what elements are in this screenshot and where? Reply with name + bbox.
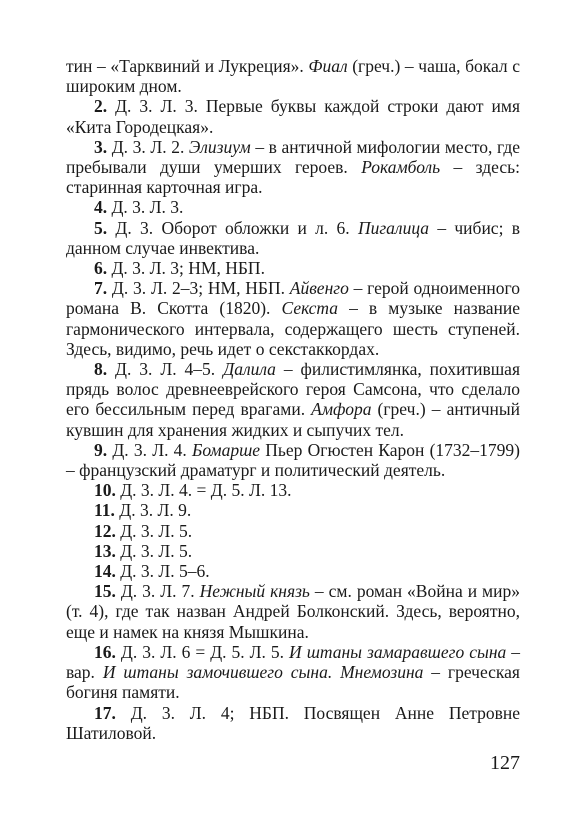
note-text: Д. 3. Л. 2–3; НМ, НБП. [107,278,290,299]
note-text: Д. 3. Л. 3; НМ, НБП. [107,258,265,279]
note-paragraph [66,56,520,96]
note-paragraph [66,359,520,440]
note-text: Д. 3. Л. 4. [107,439,193,460]
note-text: – филистимлянка, похитившая прядь волос древнееврейского героя Самсона, что сделало его бессильным перед врагами. [66,359,520,420]
italic-term: Секста [281,298,338,319]
note-paragraph [66,541,520,561]
italic-term: Рокамболь [361,157,441,178]
note-paragraph [66,642,520,703]
page-number: 127 [490,752,520,774]
note-number: 5. [94,217,108,238]
note-text: Д. 3. Оборот обложки и л. 6. [107,217,358,238]
note-text: – здесь: старинная карточная игра. [66,157,520,198]
italic-term: Айвенго [289,278,349,299]
note-number: 7. [94,278,108,299]
note-text: – герой одноименного романа В. Скотта (1820). [66,278,520,319]
note-text: – греческая богиня памяти. [66,662,520,703]
note-text: (греч.) – чаша, бокал с широким дном. [66,56,520,97]
note-text: – в музыке название гармонического интервала, содержащего шесть ступеней. Здесь, видимо, речь идет о секстаккордах. [66,298,521,359]
italic-term: И штаны замаравшего сына [289,641,507,662]
note-number: 2. [94,96,108,117]
note-text: Д. 3. Л. 3. Первые буквы каждой строки дают имя «Кита Городецкая». [66,96,520,137]
note-text: (греч.) – античный кувшин для хранения жидких и сыпучих тел. [66,399,520,440]
note-text: Д. 3. Л. 7. [115,581,200,602]
note-number: 8. [94,359,108,380]
note-number: 17. [94,702,116,723]
note-number: 9. [94,439,108,460]
note-text: Д. 3. Л. 5–6. [115,561,210,582]
note-number: 10. [94,480,116,501]
note-text: Пьер Огюстен Карон (1732–1799) – французский драматург и политический деятель. [66,439,520,481]
note-paragraph [66,703,520,743]
italic-term: Фиал [308,56,348,76]
note-paragraph [66,197,520,217]
note-paragraph [66,218,520,258]
note-number: 15. [94,581,116,602]
italic-term: И штаны замочившего сына. Мнемозина [102,662,424,683]
note-text: Д. 3. Л. 9. [114,500,192,521]
italic-term: Пигалица [357,217,430,238]
note-number: 13. [94,540,116,561]
note-text: Д. 3. Л. 4–5. [107,359,224,380]
italic-term: Амфора [311,399,372,420]
note-text: Д. 3. Л. 4; НБП. Посвящен Анне Петровне Шатиловой. [66,702,520,743]
note-paragraph [66,278,520,359]
note-text: – в античной мифологии место, где пребывали души умерших героев. [66,136,520,178]
note-text: тин – «Тарквиний и Лукреция». [66,56,309,76]
italic-term: Далила [223,359,276,380]
note-text: Д. 3. Л. 2. [107,136,189,157]
note-paragraph [66,137,520,198]
note-text: Д. 3. Л. 5. [115,540,193,561]
italic-term: Нежный князь [199,581,310,602]
note-number: 12. [94,520,116,541]
note-paragraph [66,440,520,480]
note-paragraph [66,561,520,581]
note-text: Д. 3. Л. 4. = Д. 5. Л. 13. [115,480,292,501]
italic-term: Элизиум [188,136,251,157]
note-number: 4. [94,197,108,218]
note-text: Д. 3. Л. 6 = Д. 5. Л. 5. [115,641,290,662]
note-text: – см. роман «Война и мир» (т. 4), где так назван Андрей Болконский. Здесь, вероятно, еще и намек на князя Мышкина. [66,581,520,642]
note-paragraph [66,500,520,520]
note-number: 14. [94,561,116,582]
note-text: – вар. [66,641,521,683]
note-paragraph [66,96,520,136]
notes-text-block [66,56,520,743]
note-text: – чибис; в данном случае инвектива. [66,217,520,258]
note-text: Д. 3. Л. 3. [107,197,184,218]
note-number: 16. [94,641,116,662]
note-paragraph [66,480,520,500]
note-number: 11. [94,500,115,521]
italic-term: Бомарше [192,439,261,460]
note-paragraph [66,521,520,541]
note-number: 3. [94,136,108,157]
note-paragraph [66,581,520,642]
note-number: 6. [94,258,108,279]
note-text: Д. 3. Л. 5. [115,520,193,541]
note-paragraph [66,258,520,278]
